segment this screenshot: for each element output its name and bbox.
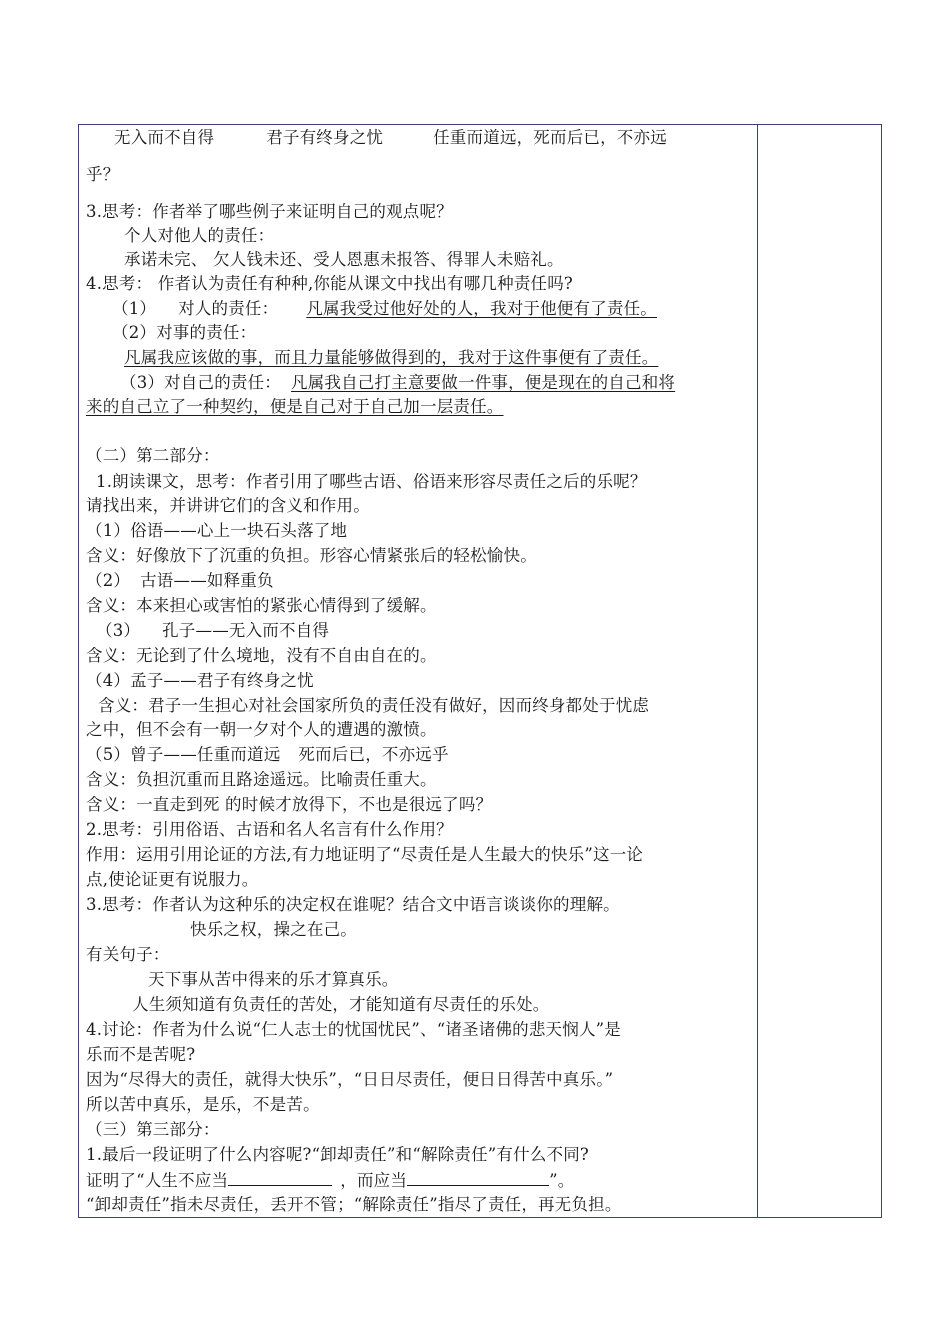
text-line: （3） 孔子——无入而不自得	[96, 621, 330, 640]
text-line: 含义：君子一生担心对社会国家所负的责任没有做好，因而终身都处于忧虑	[98, 696, 650, 715]
text-line: 快乐之权，操之在己。	[190, 920, 357, 939]
question-1: 1.朗读课文，思考：作者引用了哪些古语、俗语来形容尽责任之后的乐呢？	[96, 472, 647, 491]
text-line: 点,使论证更有说服力。	[86, 870, 259, 889]
filled-answer: 凡属我受过他好处的人，我对于他便有了责任。	[306, 299, 658, 318]
text-line: 含义：本来担心或害怕的紧张心情得到了缓解。	[86, 596, 437, 615]
filled-answer: 凡属我自己打主意要做一件事，便是现在的自己和将	[291, 373, 676, 392]
text-line: 个人对他人的责任：	[124, 226, 275, 245]
filled-answer: 来的自己立了一种契约，便是自己对于自己加一层责任。	[86, 397, 504, 416]
text-line: 作用：运用引用论证的方法,有力地证明了“尽责任是人生最大的快乐”这一论	[86, 845, 644, 864]
text-line: 乐而不是苦呢?	[86, 1045, 196, 1064]
text-line: 含义：好像放下了沉重的负担。形容心情紧张后的轻松愉快。	[86, 546, 537, 565]
notes-column	[759, 126, 880, 1216]
answer-blank-2[interactable]	[407, 1168, 549, 1186]
item-label: （3）对自己的责任：	[120, 373, 281, 392]
text-line: 所以苦中真乐，是乐，不是苦。	[86, 1095, 320, 1114]
item-label: 对人的责任：	[178, 299, 279, 318]
answer-blank-1[interactable]	[228, 1168, 332, 1186]
text-line: 因为“尽得大的责任，就得大快乐”，“日日尽责任，便日日得苦中真乐。”	[86, 1070, 614, 1089]
text-line: 含义：无论到了什么境地，没有不自由自在的。	[86, 646, 437, 665]
section-heading: （二）第二部分：	[86, 446, 220, 465]
quote-mengzi: 君子有终身之忧	[266, 128, 384, 147]
question-3: 3.思考：作者举了哪些例子来证明自己的观点呢？	[86, 202, 453, 221]
text-line: 含义：负担沉重而且路途遥远。比喻责任重大。	[86, 770, 437, 789]
question-3b: 3.思考：作者认为这种乐的决定权在谁呢？结合文中语言谈谈你的理解。	[86, 895, 620, 914]
section-heading: （三）第三部分：	[86, 1120, 220, 1139]
text-line: （4）孟子——君子有终身之忧	[86, 671, 314, 690]
text-line: （2） 古语——如释重负	[86, 571, 274, 590]
item-number: （1）	[112, 299, 157, 318]
question-4: 4.思考： 作者认为责任有种种,你能从课文中找出有哪几种责任吗?	[86, 274, 573, 293]
text-line: 人生须知道有负责任的苦处，才能知道有尽责任的乐处。	[132, 995, 550, 1014]
quote-line	[86, 126, 754, 150]
answer-line	[120, 371, 788, 395]
question-4b: 4.讨论：作者为什么说“仁人志士的忧国忧民”、“诸圣诸佛的悲天悯人”是	[86, 1020, 621, 1039]
text-line: 有关句子：	[86, 945, 170, 964]
text-line: 承诺未完、 欠人钱未还、受人恩惠未报答、得罪人未赔礼。	[124, 250, 564, 269]
text-line: 天下事从苦中得来的乐才算真乐。	[148, 970, 399, 989]
quote-zengzi: 任重而道远，死而后已，不亦远	[433, 128, 667, 147]
text-line: 之中，但不会有一朝一夕对个人的遭遇的激愤。	[86, 720, 437, 739]
column-divider	[757, 124, 758, 1218]
text-line: 请找出来，并讲讲它们的含义和作用。	[86, 496, 370, 515]
text-line: “卸却责任”指未尽责任，丢开不管；“解除责任”指尽了责任，再无负担。	[86, 1195, 622, 1214]
quote-kongzi: 无入而不自得	[114, 128, 215, 147]
text-line: 含义：一直走到死 的时候才放得下，不也是很远了吗？	[86, 795, 493, 814]
answer-line	[112, 297, 780, 321]
fill-in-line: 证明了“人生不应当 ，而应当 ”。	[86, 1168, 754, 1192]
text-line: （5）曾子——任重而道远 死而后已，不亦远乎	[86, 745, 449, 764]
text-line: （1）俗语——心上一块石头落了地	[86, 521, 348, 540]
text-line: 乎？	[86, 165, 120, 184]
question-1b: 1.最后一段证明了什么内容呢?“卸却责任”和“解除责任”有什么不同?	[86, 1145, 589, 1164]
text-line: （2）对事的责任：	[112, 323, 257, 342]
filled-answer: 凡属我应该做的事，而且力量能够做得到的，我对于这件事便有了责任。	[124, 348, 659, 367]
question-2: 2.思考：引用俗语、古语和名人名言有什么作用？	[86, 820, 453, 839]
